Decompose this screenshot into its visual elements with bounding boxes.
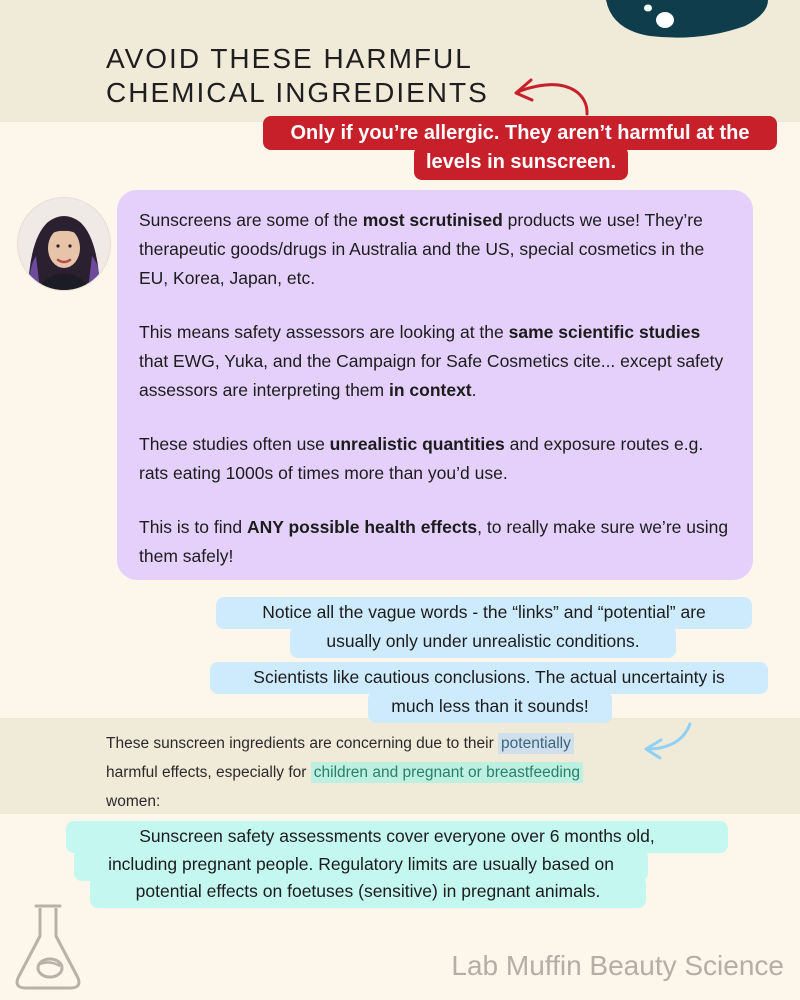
bubble-p1-text-a: Sunscreens are some of the <box>139 210 363 230</box>
bubble-p1-text-c: products we use! They’re therapeutic goods/drugs in Australia and the US, special cosmetics in the EU, Korea, Japan, etc. <box>139 210 705 288</box>
article-line-2-text: harmful effects, especially for <box>106 764 311 781</box>
bubble-p4-bold: ANY possible health effects <box>246 517 478 537</box>
mint-note-line-1: Sunscreen safety assessments cover everyone over 6 months old, <box>66 821 728 853</box>
bubble-p2-text-a: This means safety assessors are looking at the <box>139 322 509 342</box>
blue-note-2-line-2: much less than it sounds! <box>368 691 612 723</box>
article-line-2 <box>106 758 706 787</box>
brand-watermark: Lab Muffin Beauty Science <box>451 950 784 981</box>
article-line-3: women: <box>106 793 161 810</box>
title-line-1: AVOID THESE HARMFUL <box>106 43 473 74</box>
mint-note-line-2: including pregnant people. Regulatory limits are usually based on <box>74 849 648 881</box>
decorative-blob-icon <box>0 0 800 40</box>
title-line-2: CHEMICAL INGREDIENTS <box>106 77 489 108</box>
bubble-p4-text-a: This is to find <box>139 517 247 537</box>
bubble-paragraph-2 <box>139 318 733 405</box>
quoted-article-text <box>106 729 706 816</box>
bubble-p1-bold: most scrutinised <box>362 210 503 230</box>
bubble-p2-bold-1: same scientific studies <box>508 322 701 342</box>
bubble-p3-bold: unrealistic quantities <box>329 434 505 454</box>
bubble-p3-text-a: These studies often use <box>139 434 330 454</box>
highlight-children-pregnant: children and pregnant or breastfeeding <box>311 762 583 783</box>
bubble-paragraph-4 <box>139 513 733 571</box>
article-line-1 <box>106 729 706 758</box>
bubble-p2-bold-2: in context <box>388 380 472 400</box>
bubble-p4-text-c: , to really make sure we’re using them safely! <box>139 517 729 566</box>
bubble-paragraph-3 <box>139 430 733 488</box>
bubble-p2-text-e: . <box>471 380 477 400</box>
author-avatar <box>18 198 110 290</box>
highlight-potentially: potentially <box>498 733 574 754</box>
red-note-line-2: levels in sunscreen. <box>414 146 628 180</box>
bubble-p2-text-c: that EWG, Yuka, and the Campaign for Safe Cosmetics cite... except safety assessors are interpreting them <box>139 351 724 400</box>
red-note-line-1: Only if you’re allergic. They aren’t harmful at the <box>263 116 777 150</box>
page-title <box>106 42 489 110</box>
explanation-bubble <box>117 190 753 580</box>
mint-note-line-3: potential effects on foetuses (sensitive) in pregnant animals. <box>90 876 646 908</box>
blue-note-2-line-1: Scientists like cautious conclusions. The actual uncertainty is <box>210 662 768 694</box>
bubble-p3-text-c: and exposure routes e.g. rats eating 1000s of times more than you’d use. <box>139 434 704 483</box>
article-line-1-text: These sunscreen ingredients are concerning due to their <box>106 735 499 752</box>
bubble-paragraph-1 <box>139 206 733 293</box>
blue-note-1-line-2: usually only under unrealistic conditions. <box>290 626 676 658</box>
flask-icon <box>8 902 88 992</box>
blue-note-1-line-1: Notice all the vague words - the “links” and “potential” are <box>216 597 752 629</box>
